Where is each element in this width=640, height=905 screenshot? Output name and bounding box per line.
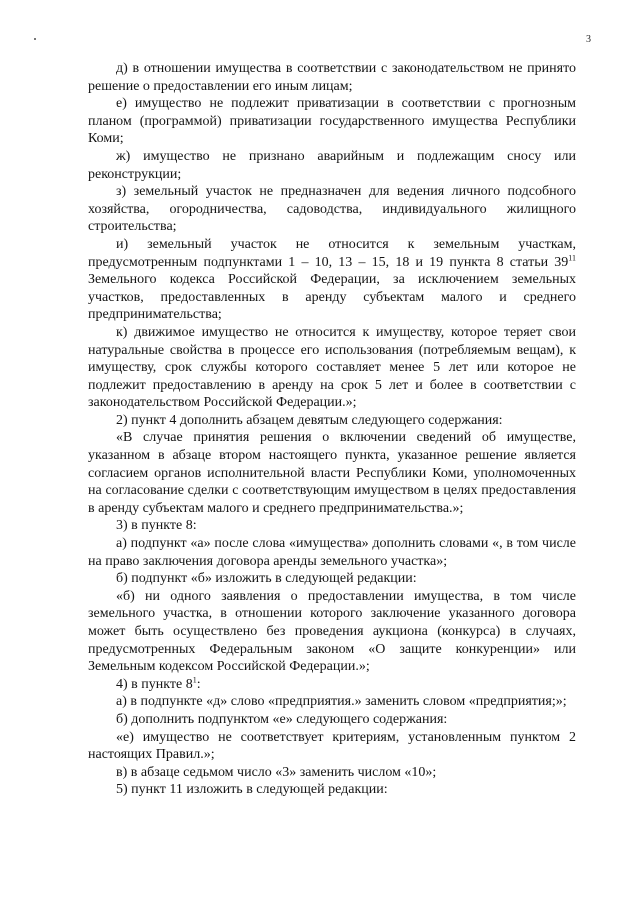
paragraph-d: д) в отношении имущества в соответствии с законодательством не принято решение о предоставлении его иным лицам; [88, 61, 576, 94]
document-body [88, 60, 576, 799]
item-4-v: в) в абзаце седьмом число «3» заменить числом «10»; [116, 764, 437, 780]
item-3: 3) в пункте 8: [116, 518, 197, 534]
item-4-b-quote: «е) имущество не соответствует критериям, установленным пунктом 2 настоящих Правил.»; [88, 729, 576, 763]
paragraph-z: з) земельный участок не предназначен для ведения личного подсобного хозяйства, огородничества, садоводства, индивидуального жилищного строительства; [88, 184, 576, 235]
item-4 [88, 676, 576, 694]
item-4-b: б) дополнить подпунктом «е» следующего содержания: [116, 711, 448, 727]
item-3-b: б) подпункт «б» изложить в следующей редакции: [116, 571, 417, 587]
paragraph-i [88, 236, 576, 324]
item-2-quote: «В случае принятия решения о включении сведений об имуществе, указанном в абзаце втором настоящего пункта, указанное решение является согласием органов исполнительной власти Республики Коми, уполномоченных на согласование сделки с соответствующим имуществом в целях предоставления в аренду субъектам малого и среднего предпринимательства.»; [88, 430, 576, 516]
paragraph-e: е) имущество не подлежит приватизации в соответствии с прогнозным планом (программой) приватизации государственного имущества Республики Коми; [88, 96, 576, 147]
item-4-superscript: 1 [192, 675, 197, 685]
item-5: 5) пункт 11 изложить в следующей редакции: [116, 782, 388, 798]
item-3-a: а) подпункт «а» после слова «имущества» дополнить словами «, в том числе на право заключения договора аренды земельного участка»; [88, 536, 576, 569]
paragraph-i-text-cont: Земельного кодекса Российской Федерации, за исключением земельных участков, предоставленных в аренду субъектам малого и среднего предпринимательства; [88, 272, 576, 323]
article-superscript: 11 [568, 252, 576, 262]
scan-speck [34, 38, 36, 40]
item-4-text-cont: : [196, 676, 201, 692]
paragraph-i-text: и) земельный участок не относится к земельным участкам, предусмотренным подпунктами 1 – 10, 13 – 15, 18 и 19 пункта 8 статьи 39 [88, 236, 576, 270]
item-3-b-quote: «б) ни одного заявления о предоставлении имущества, в том числе земельного участка, в отношении которого заключение указанного договора может быть осуществлено без проведения аукциона (конкурса) в случаях, предусмотренных Федеральным законом «О защите конкуренции» или Земельным кодексом Российской Федерации.»; [88, 588, 576, 675]
item-4-a: а) в подпункте «д» слово «предприятия.» заменить словом «предприятия;»; [116, 694, 567, 710]
paragraph-zh: ж) имущество не признано аварийным и подлежащим сносу или реконструкции; [88, 148, 576, 182]
page-number: 3 [586, 34, 591, 45]
item-4-text: 4) в пункте 8 [116, 676, 193, 692]
item-2: 2) пункт 4 дополнить абзацем девятым следующего содержания: [116, 412, 503, 428]
paragraph-k: к) движимое имущество не относится к имуществу, которое теряет свои натуральные свойства в процессе его использования (потребляемым вещам), к имуществу, срок службы которого составляет менее 5 лет или которое не подлежит предоставлению в аренду на срок 5 лет и более в соответствии с законодательством Российской Федерации.»; [88, 324, 576, 411]
